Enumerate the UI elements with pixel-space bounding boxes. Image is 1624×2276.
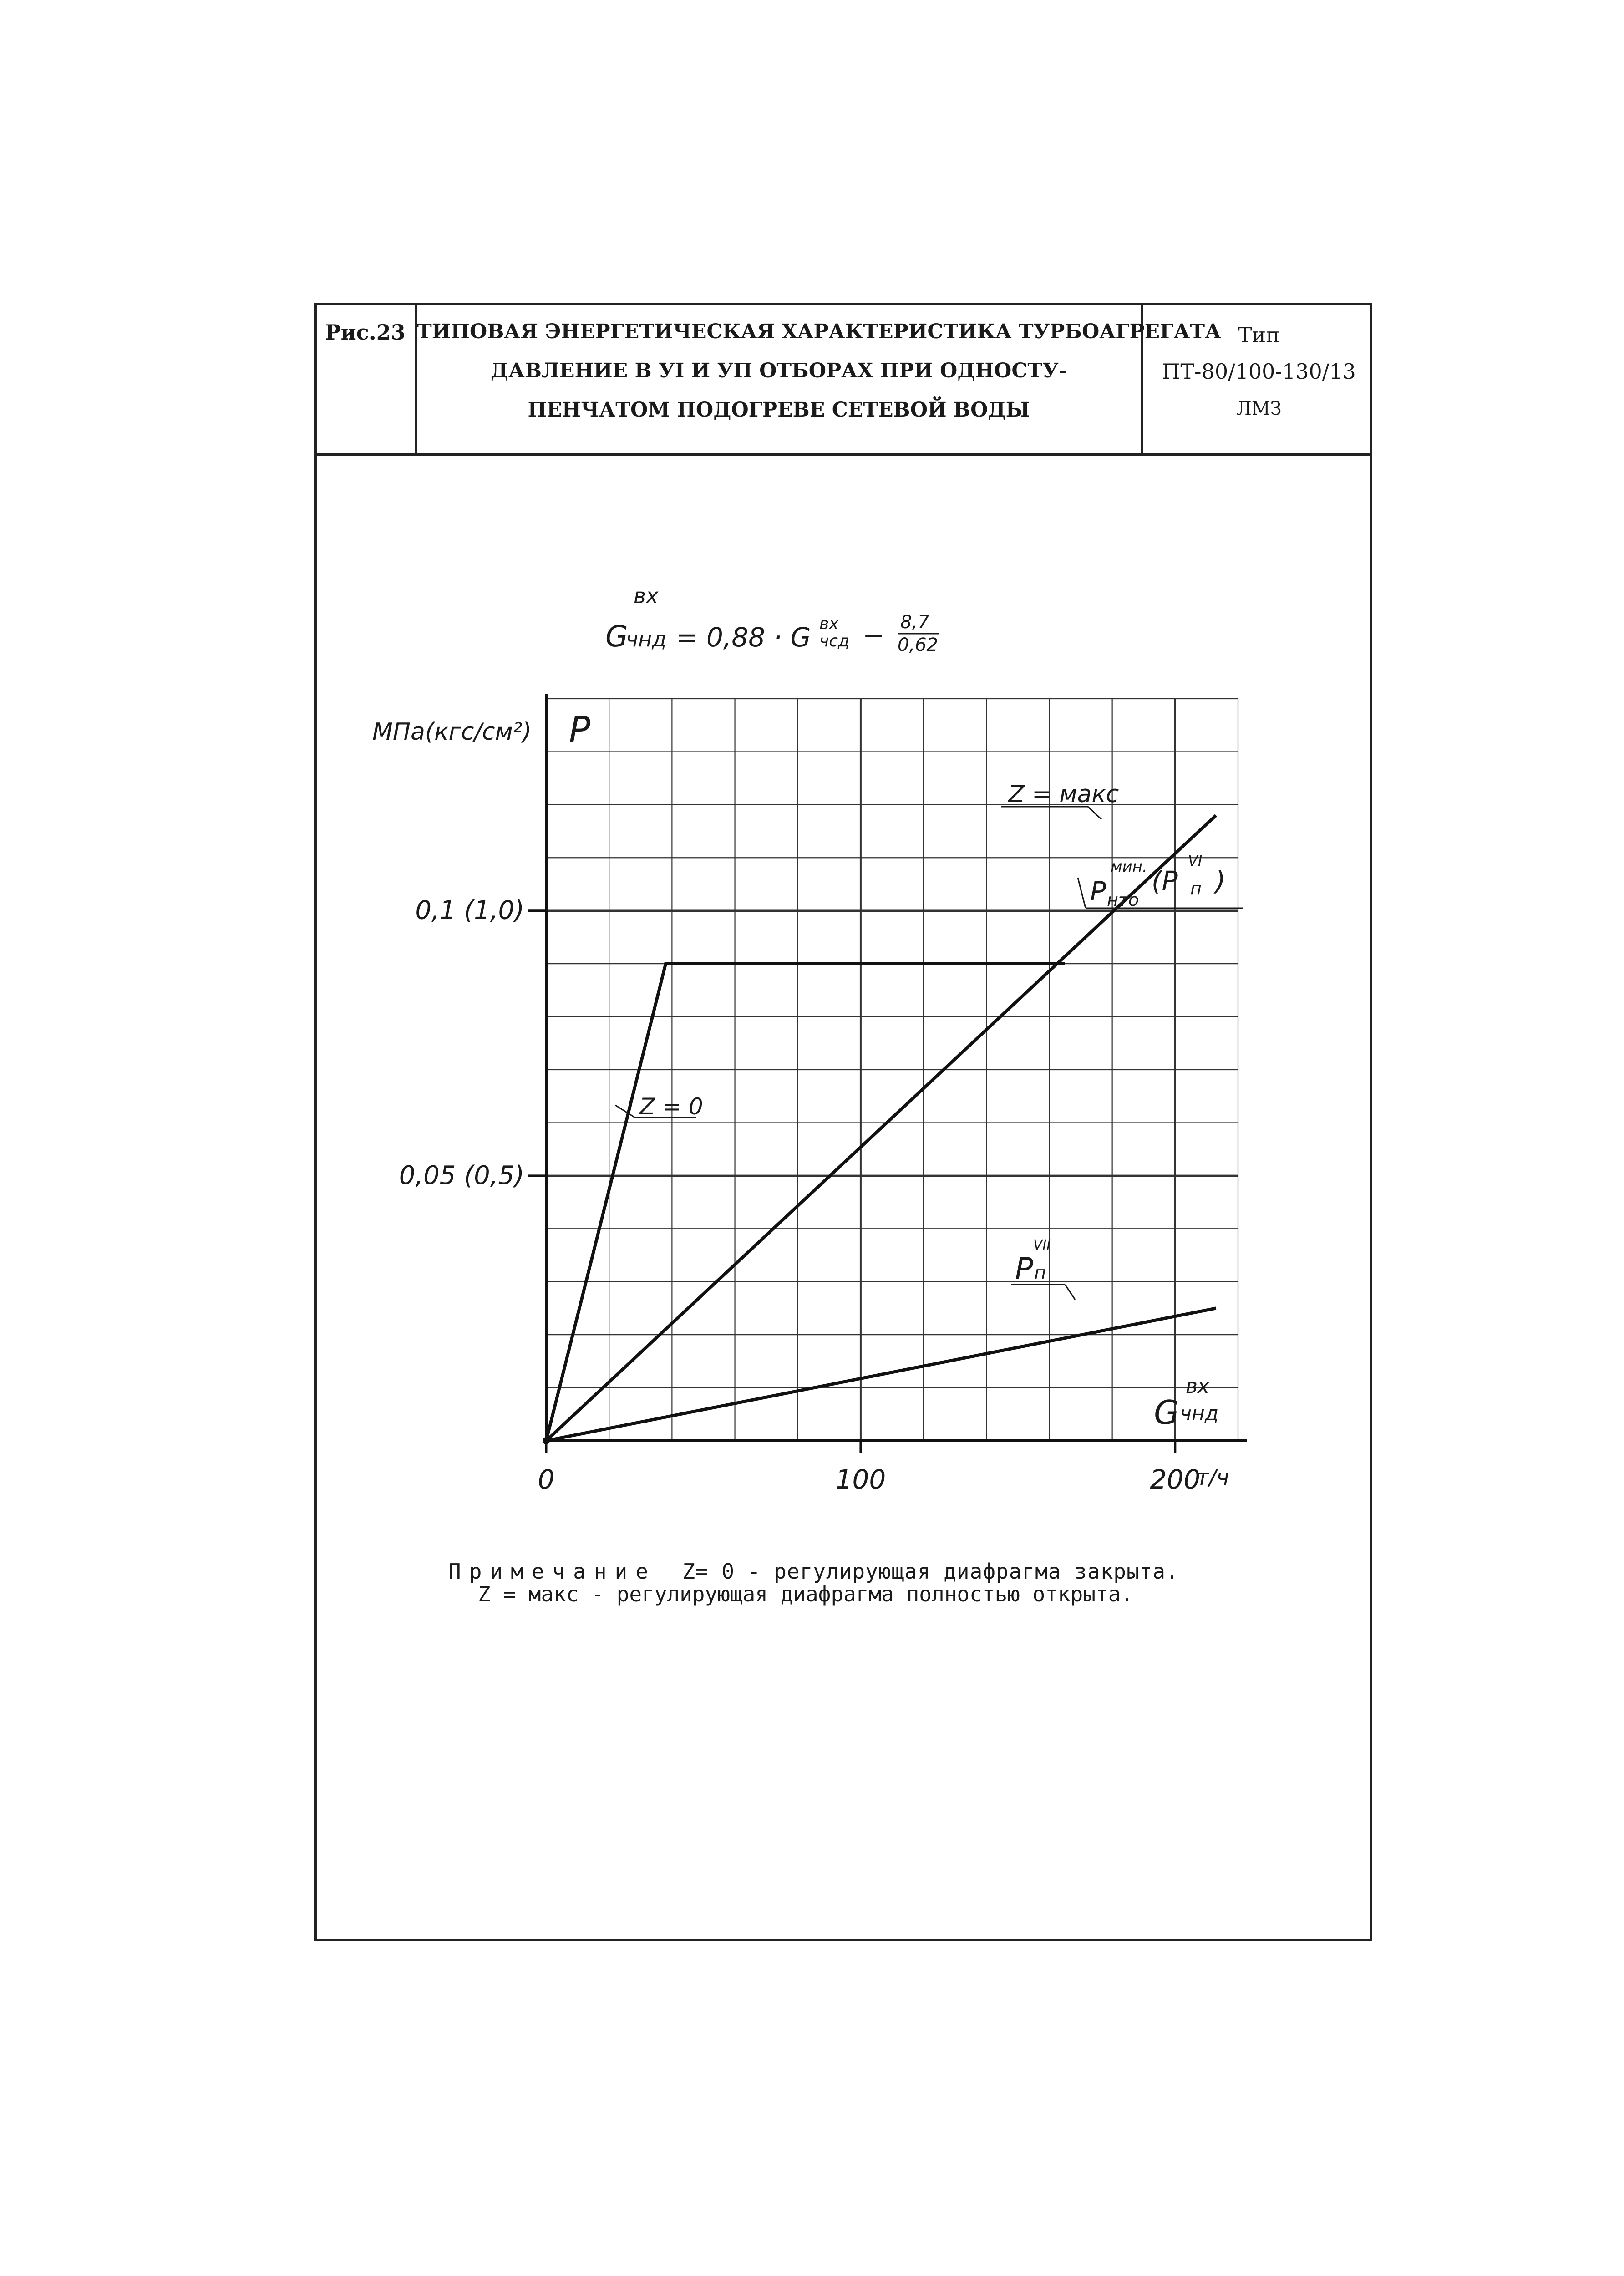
x-tick-label: 0 <box>538 1464 555 1495</box>
chart-ticks <box>399 896 1200 1495</box>
type-label: Тип <box>1238 323 1280 347</box>
series-label-zmax: Z = макс <box>1008 781 1119 808</box>
series-line-2 <box>546 1308 1219 1441</box>
annotation-pnto-sub: нто <box>1107 890 1139 910</box>
formula-lhs: G <box>605 620 628 654</box>
note-line-2: Z = макс - регулирующая диафрагма полностью открыта. <box>478 1582 1134 1606</box>
x-axis-label: G <box>1154 1393 1179 1432</box>
x-axis-unit: т/ч <box>1196 1465 1229 1490</box>
annotation-pnto: P <box>1090 876 1106 907</box>
title-line-2: ДАВЛЕНИЕ В УI И УП ОТБОРАХ ПРИ ОДНОСТУ- <box>490 359 1067 382</box>
x-tick-label: 100 <box>835 1464 886 1495</box>
formula-lhs-sub: чнд <box>626 627 667 651</box>
formula-equals: = 0,88 · G <box>676 622 811 653</box>
series-label-p7-sub: п <box>1034 1263 1046 1284</box>
y-axis-label: P <box>569 710 591 751</box>
formula-rhs-sup: вх <box>819 615 839 633</box>
annotation-paren-open: (P <box>1152 865 1178 896</box>
series-label-p7-sup: VII <box>1033 1237 1051 1253</box>
chart-grid <box>546 699 1238 1441</box>
x-axis-label-sub: чнд <box>1180 1402 1219 1425</box>
series-label-z0: Z = 0 <box>639 1093 703 1120</box>
note-prefix: Примечание <box>448 1559 656 1584</box>
x-axis-label-sup: вх <box>1186 1375 1209 1398</box>
y-axis-unit: МПа(кгс/см²) <box>372 718 532 746</box>
figure-label: Рис.23 <box>325 320 406 345</box>
formula-frac-num: 8,7 <box>900 612 929 633</box>
annotation-paren-close: ) <box>1215 865 1226 896</box>
formula <box>605 584 939 655</box>
y-tick-label: 0,1 (1,0) <box>415 895 524 925</box>
annotation-paren-sub: п <box>1190 879 1202 899</box>
series-label-p7-leader <box>1065 1285 1075 1300</box>
type-model: ПТ-80/100-130/13 <box>1162 359 1356 384</box>
note-line-1 <box>448 1559 1179 1584</box>
annotation-pnto-sup: мин. <box>1111 858 1147 876</box>
series-label-zmax-leader <box>1088 807 1101 819</box>
formula-rhs-sub: чсд <box>819 632 849 650</box>
y-tick-label: 0,05 (0,5) <box>399 1160 524 1190</box>
title-line-3: ПЕНЧАТОМ ПОДОГРЕВЕ СЕТЕВОЙ ВОДЫ <box>528 398 1030 422</box>
formula-lhs-sup: вх <box>634 584 659 608</box>
title-line-1: ТИПОВАЯ ЭНЕРГЕТИЧЕСКАЯ ХАРАКТЕРИСТИКА ТУРБОАГРЕГАТА <box>417 320 1221 343</box>
type-maker: ЛМЗ <box>1236 398 1282 419</box>
x-tick-label: 200 <box>1150 1464 1201 1495</box>
chart-axes <box>546 694 1247 1441</box>
origin-point <box>543 1437 550 1444</box>
note-text-1: Z= 0 - регулирующая диафрагма закрыта. <box>682 1559 1179 1584</box>
formula-minus: − <box>863 620 885 650</box>
annotation-paren-sup: VI <box>1188 852 1203 869</box>
series-label-z0-leader <box>615 1105 635 1118</box>
annotation-leader <box>1078 878 1086 908</box>
series-label-p7: P <box>1015 1251 1033 1286</box>
formula-frac-den: 0,62 <box>898 635 939 655</box>
